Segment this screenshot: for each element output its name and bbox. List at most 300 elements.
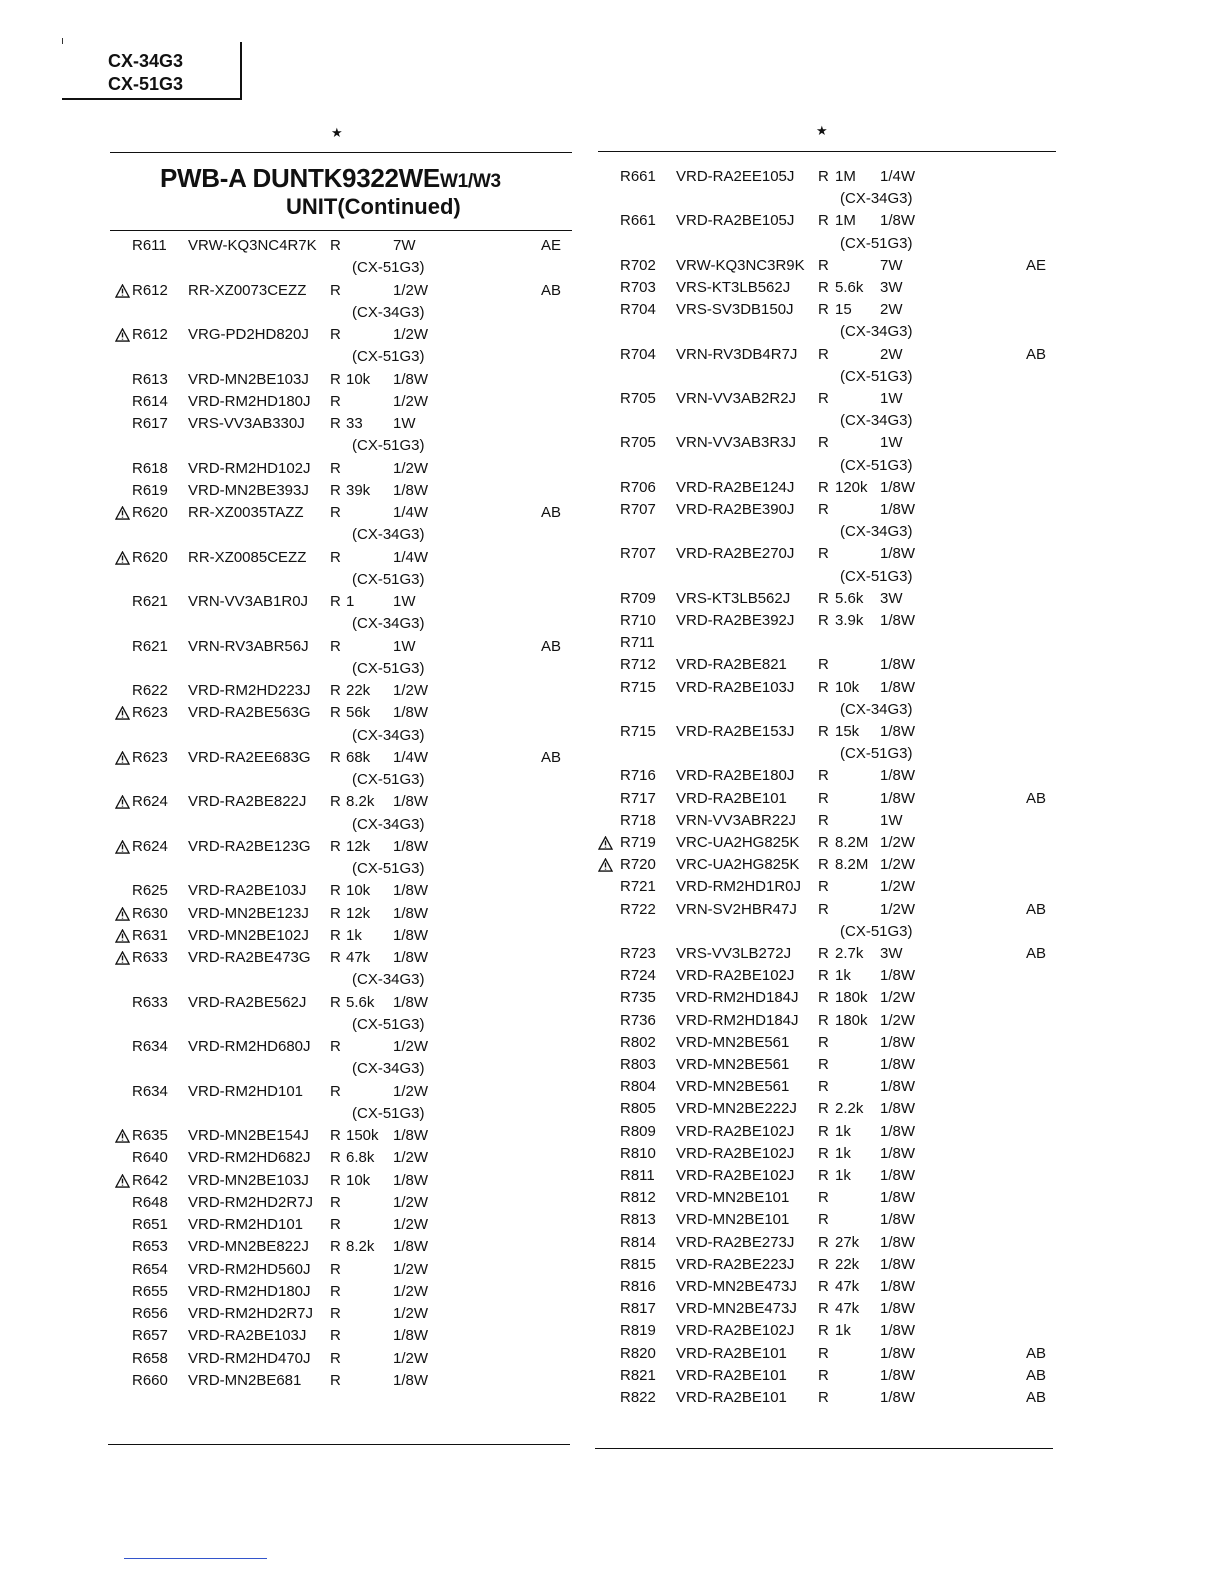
part-ref: R721 (620, 878, 656, 896)
part-ref: R735 (620, 989, 656, 1007)
resistance-value: 1k (835, 1144, 851, 1162)
price-rank: AB (1026, 1366, 1047, 1384)
resistance-value: 27k (835, 1233, 860, 1251)
part-type: R (818, 1189, 829, 1207)
power-rating: 1/8W (880, 501, 916, 518)
part-code: VRD-RA2BE102J (676, 1322, 795, 1340)
part-code: VRD-RM2HD101 (188, 1082, 304, 1100)
part-type: R (818, 589, 829, 607)
power-rating: 1W (393, 593, 416, 610)
part-code: VRN-VV3AB2R2J (676, 390, 797, 407)
power-rating: 1/8W (880, 1189, 916, 1207)
part-ref: R703 (620, 279, 656, 296)
part-type: R (818, 723, 829, 740)
part-type: R (330, 748, 341, 766)
power-rating: 1/8W (393, 993, 429, 1011)
note-row (0, 521, 1224, 543)
note-row (0, 366, 1224, 388)
model-note: (CX-34G3) (840, 323, 913, 341)
part-code: VRD-RM2HD2R7J (188, 1305, 314, 1322)
parts-row (0, 876, 1224, 898)
part-ref: R706 (620, 478, 656, 496)
part-type: R (330, 882, 341, 900)
parts-row (0, 299, 1224, 321)
part-code: VRD-MN2BE393J (188, 481, 309, 499)
part-code: VRD-RM2HD680J (188, 1038, 311, 1055)
model-note: (CX-51G3) (352, 1015, 425, 1033)
parts-row (0, 1232, 1224, 1254)
part-type: R (818, 279, 829, 296)
part-type: R (818, 434, 829, 452)
power-rating: 1/2W (393, 392, 429, 410)
part-type: R (330, 1371, 341, 1389)
part-code: VRN-VV3AB3R3J (676, 434, 797, 452)
power-rating: 1/4W (393, 548, 429, 566)
resistance-value: 5.6k (835, 279, 864, 296)
part-ref: R821 (620, 1366, 656, 1384)
part-type: R (818, 1078, 829, 1096)
part-ref: R612 (132, 326, 168, 343)
part-code: VRD-RM2HD2R7J (188, 1193, 314, 1211)
power-rating: 1/8W (880, 1056, 916, 1073)
parts-row (0, 277, 1224, 299)
part-code: VRD-RA2BE102J (676, 1167, 795, 1184)
part-ref: R619 (132, 481, 168, 499)
resistance-value: 8.2M (835, 834, 869, 851)
part-code: VRD-RA2BE563G (188, 704, 311, 722)
parts-row (0, 632, 1224, 654)
power-rating: 1/8W (393, 926, 429, 944)
part-type: R (818, 1122, 829, 1140)
parts-row (0, 1121, 1224, 1143)
resistance-value: 1k (835, 967, 851, 985)
part-ref: R822 (620, 1389, 656, 1406)
part-ref: R613 (132, 370, 168, 388)
part-type: R (818, 612, 829, 629)
model-note: (CX-34G3) (352, 726, 425, 744)
part-code: VRD-MN2BE473J (676, 1300, 797, 1318)
part-type: R (330, 793, 341, 811)
part-code: VRW-KQ3NC4R7K (188, 237, 317, 254)
power-rating: 1/8W (880, 212, 916, 230)
right-top-rule (598, 151, 1056, 152)
resistance-value: 1 (346, 593, 355, 610)
resistance-value: 1k (346, 926, 362, 944)
part-code: VRN-RV3ABR56J (188, 637, 309, 655)
resistance-value: 150k (346, 1127, 379, 1144)
part-code: VRD-RA2BE101 (676, 1389, 787, 1406)
part-type: R (330, 481, 341, 499)
power-rating: 1/8W (393, 904, 429, 922)
resistance-value: 33 (346, 415, 363, 432)
part-code: VRD-MN2BE154J (188, 1127, 309, 1144)
part-type: R (330, 370, 341, 388)
resistance-value: 12k (346, 837, 371, 855)
section-title-main: PWB-A DUNTK9322WE (160, 163, 440, 193)
power-rating: 1/8W (393, 1371, 429, 1389)
power-rating: 1/2W (880, 1011, 916, 1029)
part-ref: R621 (132, 637, 168, 655)
right-bottom-rule (595, 1448, 1053, 1449)
part-ref: R651 (132, 1216, 168, 1233)
part-code: VRD-RA2BE103J (188, 1327, 307, 1345)
resistance-value: 22k (346, 682, 371, 699)
parts-row (0, 965, 1224, 987)
power-rating: 1/8W (393, 793, 429, 811)
part-type: R (330, 1082, 341, 1100)
power-rating: 1/8W (880, 1033, 916, 1051)
part-ref: R612 (132, 281, 168, 299)
safety-warning-icon (598, 858, 613, 872)
part-type: R (330, 1193, 341, 1211)
part-ref: R624 (132, 793, 168, 811)
price-rank: AB (541, 637, 562, 655)
part-code: VRD-RM2HD184J (676, 989, 799, 1007)
part-ref: R648 (132, 1193, 168, 1211)
parts-row (0, 765, 1224, 787)
resistance-value: 1k (835, 1167, 851, 1184)
resistance-value: 47k (346, 949, 371, 966)
part-code: VRD-RA2BE390J (676, 501, 795, 518)
part-ref: R625 (132, 882, 168, 900)
part-type: R (818, 878, 829, 896)
part-type: R (818, 989, 829, 1007)
part-ref: R722 (620, 900, 656, 918)
power-rating: 1W (393, 637, 416, 655)
part-code: VRG-PD2HD820J (188, 326, 309, 343)
part-type: R (818, 1255, 829, 1273)
part-ref: R620 (132, 504, 168, 521)
part-ref: R711 (620, 634, 655, 652)
resistance-value: 15 (835, 301, 852, 319)
parts-row (0, 1343, 1224, 1365)
model-note: (CX-34G3) (352, 615, 425, 633)
part-type: R (818, 767, 829, 785)
power-rating: 1/8W (880, 478, 916, 496)
part-ref: R710 (620, 612, 656, 629)
part-type: R (330, 1305, 341, 1322)
part-code: VRS-VV3LB272J (676, 945, 792, 962)
part-ref: R802 (620, 1033, 656, 1051)
part-code: VRD-RM2HD1R0J (676, 878, 802, 896)
part-ref: R816 (620, 1278, 656, 1295)
parts-row (0, 432, 1224, 454)
part-type: R (330, 593, 341, 610)
part-ref: R819 (620, 1322, 656, 1340)
power-rating: 1/2W (393, 682, 429, 699)
part-code: VRD-MN2BE103J (188, 1171, 309, 1189)
model-note: (CX-51G3) (840, 234, 913, 252)
part-ref: R718 (620, 811, 656, 829)
part-ref: R723 (620, 945, 656, 962)
part-code: VRD-RA2BE101 (676, 1344, 787, 1362)
part-code: VRD-MN2BE561 (676, 1056, 790, 1073)
power-rating: 1/8W (880, 1344, 916, 1362)
power-rating: 1/2W (880, 900, 916, 918)
resistance-value: 12k (346, 904, 371, 922)
part-type: R (330, 704, 341, 722)
power-rating: 1/8W (880, 1255, 916, 1273)
part-type: R (818, 1033, 829, 1051)
part-type: R (818, 1300, 829, 1318)
parts-row (0, 1276, 1224, 1298)
note-row (0, 743, 1224, 765)
part-type: R (330, 237, 341, 254)
part-ref: R631 (132, 926, 168, 944)
part-type: R (818, 900, 829, 918)
part-type: R (818, 212, 829, 230)
part-code: VRD-MN2BE103J (188, 370, 309, 388)
part-type: R (818, 301, 829, 319)
note-row (0, 321, 1224, 343)
part-ref: R620 (132, 548, 168, 566)
part-ref: R618 (132, 459, 168, 477)
parts-row (0, 810, 1224, 832)
resistance-value: 68k (346, 748, 371, 766)
parts-row (0, 721, 1224, 743)
part-ref: R811 (620, 1167, 655, 1184)
part-ref: R658 (132, 1349, 168, 1367)
power-rating: 1/8W (393, 370, 429, 388)
parts-row (0, 987, 1224, 1009)
part-code: VRD-RA2BE103J (676, 678, 795, 696)
resistance-value: 5.6k (835, 589, 864, 607)
part-code: VRN-VV3AB1R0J (188, 593, 309, 610)
part-code: VRD-RA2BE822J (188, 793, 307, 811)
part-code: VRD-RA2BE392J (676, 612, 795, 629)
part-type: R (818, 345, 829, 363)
resistance-value: 8.2M (835, 856, 869, 874)
part-ref: R655 (132, 1282, 168, 1300)
part-ref: R805 (620, 1100, 656, 1118)
part-type: R (818, 1344, 829, 1362)
resistance-value: 2.2k (835, 1100, 864, 1118)
part-code: VRD-RA2BE102J (676, 1144, 795, 1162)
power-rating: 1/8W (393, 1327, 429, 1345)
part-type: R (330, 682, 341, 699)
parts-row (0, 788, 1224, 810)
part-type: R (818, 834, 829, 851)
resistance-value: 1k (835, 1322, 851, 1340)
price-rank: AB (541, 281, 562, 299)
model-note: (CX-34G3) (840, 523, 913, 541)
part-code: VRD-RA2BE153J (676, 723, 795, 740)
model-note: (CX-51G3) (352, 570, 425, 588)
part-code: VRS-VV3AB330J (188, 415, 305, 432)
part-type: R (818, 390, 829, 407)
part-code: VRD-RA2BE223J (676, 1255, 795, 1273)
power-rating: 1/8W (880, 1322, 916, 1340)
part-type: R (330, 1260, 341, 1278)
part-ref: R817 (620, 1300, 656, 1318)
model-note: (CX-34G3) (352, 815, 425, 833)
part-ref: R654 (132, 1260, 168, 1278)
part-type: R (330, 993, 341, 1011)
part-code: VRC-UA2HG825K (676, 856, 800, 874)
model-note: (CX-51G3) (352, 259, 425, 277)
power-rating: 1/2W (393, 1260, 429, 1278)
part-ref: R704 (620, 345, 656, 363)
model-note: (CX-51G3) (840, 922, 913, 940)
power-rating: 1W (880, 811, 903, 829)
part-type: R (330, 326, 341, 343)
part-type: R (818, 945, 829, 962)
power-rating: 1W (393, 415, 416, 432)
part-code: VRD-RA2BE123G (188, 837, 311, 855)
power-rating: 1/8W (880, 1167, 916, 1184)
parts-row (0, 654, 1224, 676)
part-type: R (330, 904, 341, 922)
part-type: R (330, 504, 341, 521)
power-rating: 1/2W (393, 1149, 429, 1167)
parts-row (0, 543, 1224, 565)
part-ref: R803 (620, 1056, 656, 1073)
part-ref: R633 (132, 949, 168, 966)
part-type: R (330, 459, 341, 477)
part-ref: R812 (620, 1189, 656, 1207)
part-code: VRD-RA2EE683G (188, 748, 311, 766)
part-ref: R810 (620, 1144, 656, 1162)
part-type: R (818, 1366, 829, 1384)
part-type: R (330, 1171, 341, 1189)
parts-row (0, 1054, 1224, 1076)
resistance-value: 10k (346, 882, 371, 900)
part-type: R (330, 1238, 341, 1256)
part-code: VRD-MN2BE822J (188, 1238, 309, 1256)
parts-row (0, 1387, 1224, 1409)
parts-row (0, 854, 1224, 876)
part-code: VRD-RA2BE821 (676, 656, 787, 674)
part-type: R (818, 1056, 829, 1073)
power-rating: 2W (880, 301, 903, 319)
part-code: VRW-KQ3NC3R9K (676, 256, 805, 274)
part-code: VRD-MN2BE681 (188, 1371, 302, 1389)
part-type: R (330, 392, 341, 410)
part-ref: R815 (620, 1255, 656, 1273)
part-code: VRD-MN2BE123J (188, 904, 309, 922)
part-code: VRD-MN2BE101 (676, 1189, 790, 1207)
power-rating: 1/8W (393, 1127, 429, 1144)
power-rating: 1/2W (393, 1216, 429, 1233)
note-row (0, 921, 1224, 943)
part-type: R (818, 1144, 829, 1162)
resistance-value: 3.9k (835, 612, 864, 629)
resistance-value: 5.6k (346, 993, 375, 1011)
part-type: R (818, 478, 829, 496)
power-rating: 1/8W (880, 678, 916, 696)
part-code: VRD-RA2BE473G (188, 949, 311, 966)
part-ref: R719 (620, 834, 656, 851)
part-code: VRD-RM2HD101 (188, 1216, 304, 1233)
power-rating: 1/2W (393, 1038, 429, 1055)
part-type: R (818, 1389, 829, 1406)
part-code: VRS-KT3LB562J (676, 589, 791, 607)
resistance-value: 6.8k (346, 1149, 375, 1167)
part-ref: R717 (620, 789, 656, 807)
part-ref: R633 (132, 993, 168, 1011)
part-code: VRD-RM2HD560J (188, 1260, 311, 1278)
part-code: VRD-RA2BE124J (676, 478, 795, 496)
star-mark-right: ★ (816, 123, 828, 138)
power-rating: 1/8W (880, 656, 916, 674)
resistance-value: 180k (835, 989, 868, 1007)
power-rating: 1/2W (393, 459, 429, 477)
part-code: VRD-RA2BE273J (676, 1233, 795, 1251)
model-note: (CX-51G3) (352, 348, 425, 366)
part-code: VRN-VV3ABR22J (676, 811, 797, 829)
parts-row (0, 899, 1224, 921)
resistance-value: 1M (835, 168, 856, 185)
power-rating: 1/4W (880, 168, 916, 185)
part-type: R (818, 1100, 829, 1118)
power-rating: 1/8W (880, 1144, 916, 1162)
part-ref: R804 (620, 1078, 656, 1096)
parts-row (0, 1098, 1224, 1120)
part-code: VRD-RM2HD470J (188, 1349, 311, 1367)
note-row (0, 188, 1224, 210)
parts-row (0, 1187, 1224, 1209)
power-rating: 1/8W (393, 837, 429, 855)
parts-row (0, 943, 1224, 965)
resistance-value: 47k (835, 1300, 860, 1318)
power-rating: 1/2W (393, 1193, 429, 1211)
footer-blue-rule (124, 1558, 267, 1559)
power-rating: 1/8W (393, 949, 429, 966)
part-ref: R705 (620, 434, 656, 452)
model-header-box (62, 42, 242, 100)
power-rating: 3W (880, 589, 903, 607)
note-row (0, 233, 1224, 255)
part-code: VRD-MN2BE561 (676, 1078, 790, 1096)
part-ref: R640 (132, 1149, 168, 1167)
section-title-suffix: W1/W3 (439, 171, 501, 192)
part-code: VRD-RM2HD102J (188, 459, 311, 477)
resistance-value: 47k (835, 1278, 860, 1295)
parts-row (0, 210, 1224, 232)
parts-row (0, 1365, 1224, 1387)
power-rating: 1/8W (393, 1238, 429, 1256)
resistance-value: 10k (346, 370, 371, 388)
power-rating: 7W (880, 256, 903, 274)
part-ref: R720 (620, 856, 656, 874)
model-note: (CX-34G3) (352, 526, 425, 544)
power-rating: 1/8W (880, 545, 916, 563)
parts-row (0, 1032, 1224, 1054)
power-rating: 1/8W (880, 967, 916, 985)
power-rating: 1W (880, 434, 903, 452)
part-type: R (330, 837, 341, 855)
part-code: VRD-RM2HD184J (676, 1011, 799, 1029)
price-rank: AB (1026, 789, 1047, 807)
resistance-value: 39k (346, 481, 371, 499)
part-ref: R623 (132, 704, 168, 722)
part-type: R (330, 1216, 341, 1233)
power-rating: 1/8W (393, 1171, 429, 1189)
part-code: VRD-RM2HD682J (188, 1149, 311, 1167)
left-bottom-rule (108, 1444, 570, 1445)
part-code: VRD-RA2BE105J (676, 212, 795, 230)
power-rating: 1/8W (880, 767, 916, 785)
part-ref: R705 (620, 390, 656, 407)
power-rating: 3W (880, 279, 903, 296)
part-type: R (330, 281, 341, 299)
parts-row (0, 588, 1224, 610)
resistance-value: 22k (835, 1255, 860, 1273)
resistance-value: 120k (835, 478, 868, 496)
parts-row (0, 344, 1224, 366)
part-ref: R611 (132, 237, 167, 254)
part-code: VRD-RA2BE102J (676, 1122, 795, 1140)
